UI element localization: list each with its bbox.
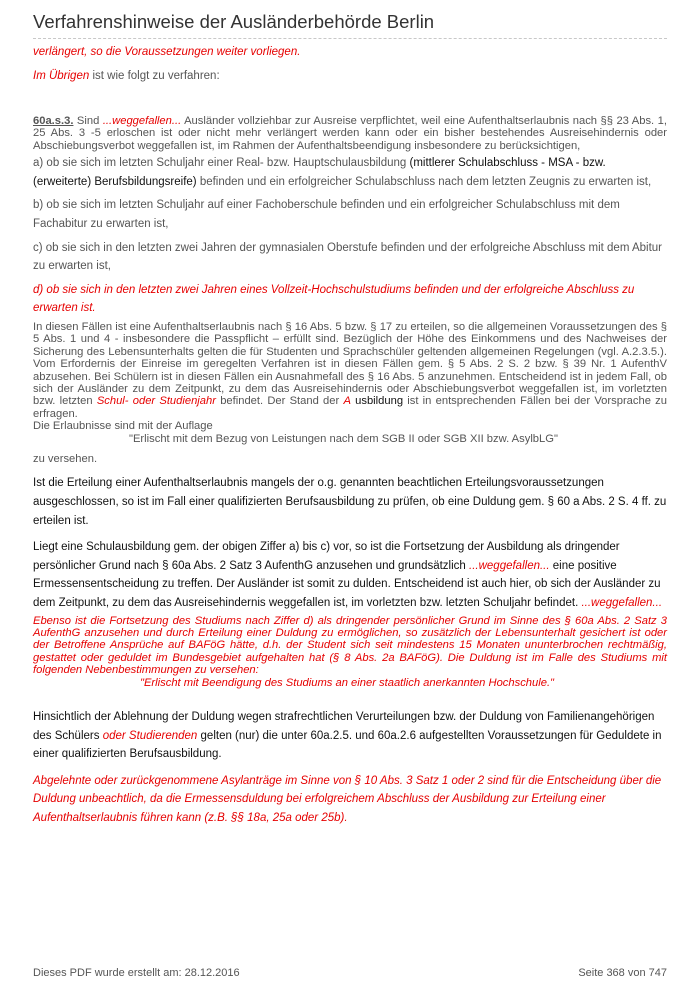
versehen-line: zu versehen. [33,453,98,466]
footer-page-number: Seite 368 von 747 [578,967,667,979]
section-text-b: Ausländer vollziehbar zur Ausreise verpflichtet, weil eine Aufenthaltserlaubnis nach §§ 23 Abs. 1, 25 Abs. 3 -5 erloschen ist oder nicht mehr verlängert werden kann oder ein bisher bestehendes Ausreisehindernis oder Abschiebungsverbot weggefallen ist, im Rahmen der Aufenthaltsbeendigung insbesondere zu berücksichtigen, [33,115,667,152]
page-footer [33,966,667,980]
weggefallen-note: ...weggefallen... [102,115,182,127]
section-paragraph-2 [33,321,667,420]
item-a-black: (mittlerer Schulabschluss - MSA - bzw. (erweiterte) Berufsbildungsreife) [33,157,606,188]
p6-red: oder Studierenden [102,729,198,742]
item-d: d) ob sie sich in den letzten zwei Jahren eines Vollzeit-Hochschulstudiums befinden und der erfolgreiche Abschluss zu erwarten ist. [33,283,635,315]
page-title: Verfahrenshinweise der Ausländerbehörde Berlin [33,11,435,32]
p2-text-b: befindet. Der Stand der [215,395,344,408]
footer-created-date: Dieses PDF wurde erstellt am: 28.12.2016 [33,967,240,979]
paragraph-5-quote: "Erlischt mit Beendigung des Studiums an einer staatlich anerkannten Hochschule." [140,676,555,689]
item-a-text: a) ob sie sich im letzten Schuljahr einer Real- bzw. Hauptschulausbildung [33,157,410,170]
item-a [33,154,667,191]
intro-rest: ist wie folgt zu verfahren: [89,70,220,82]
paragraph-7: Abgelehnte oder zurückgenommene Asylanträge im Sinne von § 10 Abs. 3 Satz 1 oder 2 sind für die Entscheidung über die Duldung unbeachtlich, da die Ermessensduldung bei erfolgreichem Abschluss der Ausbildung zur Erteilung einer Aufenthaltserlaubnis führen kann (z.B. §§ 18a, 25a oder 25b). [33,774,662,824]
item-c: c) ob sie sich in den letzten zwei Jahren der gymnasialen Oberstufe befinden und der erfolgreiche Abschluss mit dem Abitur zu erwarten ist, [33,241,663,273]
p6-text-b: gelten (nur) die unter 60a.2.5. und 60a.2.6 aufgestellten Voraussetzungen für Geduldete in einer qualifizierten Berufsausbildung. [33,729,662,761]
section-text-a: Sind [73,115,103,127]
auflage-line: Die Erlaubnisse sind mit der Auflage [33,420,213,433]
paragraph-6 [33,708,667,764]
page-header [33,10,667,39]
p2-red-a: A [343,395,351,408]
intro-line-1: verlängert, so die Voraussetzungen weiter vorliegen. [33,46,301,58]
item-b: b) ob sie sich im letzten Schuljahr auf einer Fachoberschule befinden und ein erfolgreicher Schulabschluss mit dem Fachabitur zu erwarten ist, [33,199,620,230]
section-number: 60a.s.3. [33,115,74,127]
p4-text-a: Liegt eine Schulausbildung gem. der obigen Ziffer a) bis c) vor, so ist die Fortsetzung der Ausbildung als dringender persönlicher Grund nach § 60a Abs. 2 Satz 3 AufenthG anzusehen und grundsätzlich [33,541,620,572]
paragraph-5: Ebenso ist die Fortsetzung des Studiums nach Ziffer d) als dringender persönlicher Grund im Sinne des § 60a Abs. 2 Satz 3 AufenthG anzusehen und durch Erteilung einer Duldung zu ermöglichen, so zusätzlich der Lebensunterhalt gesichert ist oder der Betroffene Ansprüche auf BAFöG hätte, d.h. der Student sich seit mindestens 15 Monaten ununterbrochen rechtmäßig, gestattet oder geduldet im Bundesgebiet aufgehalten hat (§ 8 Abs. 2a BAFöG). Die Duldung ist im Falle des Studiums mit folgenden Nebenbestimmungen zu versehen: [33,614,667,677]
intro-line-2 [33,68,667,85]
paragraph-4 [33,538,667,612]
item-a-text-2: befinden und ein erfolgreicher Schulabschluss nach dem letzten Zeugnis zu erwarten ist, [196,175,652,188]
p2-red: Schul- oder Studienjahr [96,395,216,408]
auflage-quote: "Erlischt mit dem Bezug von Leistungen nach dem SGB II oder SGB XII bzw. AsylbLG" [129,432,558,445]
p2-text-a: In diesen Fällen ist eine Aufenthaltserlaubnis nach § 16 Abs. 5 bzw. § 17 zu erteilen, so die allgemeinen Voraussetzungen des § 5 Abs. 1 und 4 - insbesondere die Passpflicht – erfüllt sind. Bezüglich der Höhe des Einkommens und des Nachweises der Sicherung des Lebensunterhalts gelten die für Studenten und Sprachschüler geltenden allgemeinen Regelungen (vgl. A.2.3.5.). Vom Erfordernis der Einreise im geregelten Verfahren ist in diesen Fällen gem. § 5 Abs. 2 S. 2 bzw. § 39 Nr. 1 AufenthV abzusehen. Bei Schülern ist in diesen Fällen ein Ausnahmefall des § 16 Abs. 5 anzunehmen. Entscheidend ist in jedem Fall, ob sich der Ausländer zu dem Zeitpunkt, zu dem das Ausreisehindernis oder Abschiebungsverbot weggefallen ist, im vorletzten bzw. letzten [33,320,667,408]
p4-text-b: eine positive Ermessensentscheidung zu treffen. Der Ausländer ist somit zu dulden. Entscheidend ist auch hier, ob sich der Ausländer zu dem Zeitpunkt, zu dem das Ausreisehindernis weggefallen ist, im vorletzten bzw. letzten Schuljahr befindet. [33,559,661,609]
p2-black: usbildung [350,395,404,408]
intro-red: Im Übrigen [33,70,90,82]
document-body [33,41,667,828]
p6-text-a: Hinsichtlich der Ablehnung der Duldung wegen strafrechtlichen Verurteilungen bzw. der Duldung von Familienangehörigen des Schülers [33,711,655,742]
p4-red-2: ...weggefallen... [581,597,663,609]
p4-red-1: ...weggefallen... [469,559,550,572]
section-60a-s-3 [33,115,667,152]
paragraph-3: Ist die Erteilung einer Aufenthaltserlaubnis mangels der o.g. genannten beachtlichen Erteilungsvoraussetzungen ausgeschlossen, so ist im Fall einer qualifizierten Berufsausbildung zu prüfen, ob eine Duldung gem. § 60 a Abs. 2 S. 4 ff. zu erteilen ist. [33,477,667,527]
p2-text-c: ist in entsprechenden Fällen bei der Vorsprache zu erfragen. [33,395,667,420]
